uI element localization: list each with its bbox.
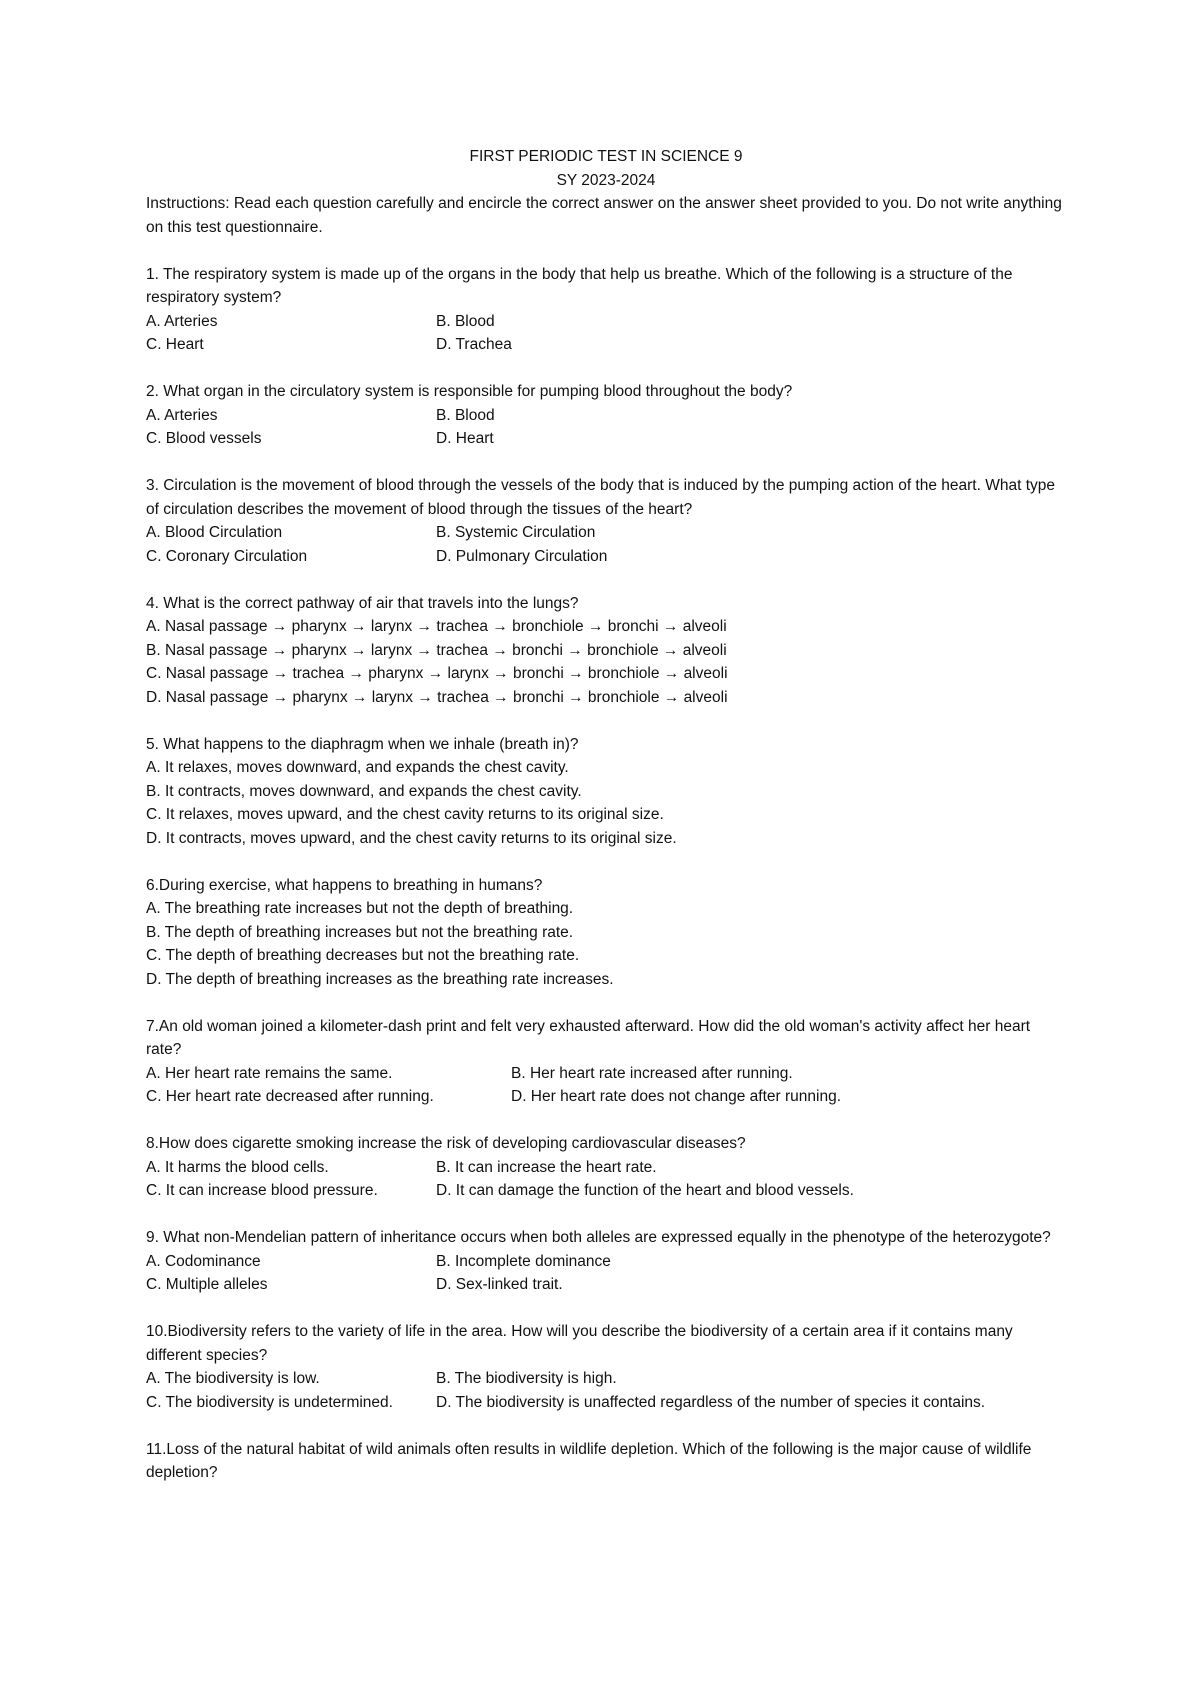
test-title: FIRST PERIODIC TEST IN SCIENCE 9 <box>469 148 743 165</box>
option-b: B. Incomplete dominance <box>436 1252 611 1270</box>
option-b: B. It can increase the heart rate. <box>436 1158 657 1176</box>
option-c: C. The depth of breathing decreases but not the breathing rate. <box>146 947 580 964</box>
question-stem: 8.How does cigarette smoking increase the risk of developing cardiovascular diseases? <box>146 1135 746 1152</box>
option-a: A. Blood Circulation <box>146 524 283 541</box>
option-a: A. It relaxes, moves downward, and expands the chest cavity. <box>146 759 569 776</box>
question-8 <box>146 1132 1066 1203</box>
option-b: B. Systemic Circulation <box>436 524 596 541</box>
option-d: D. The depth of breathing increases as the breathing rate increases. <box>146 970 614 988</box>
question-10 <box>146 1320 1066 1414</box>
option-d: D. Heart <box>436 430 494 447</box>
question-2 <box>146 380 1066 451</box>
option-a: A. Nasal passage → pharynx → larynx → trachea → bronchiole → bronchi → alveoli <box>146 618 727 635</box>
option-c: C. Heart <box>146 336 204 353</box>
question-stem: 11.Loss of the natural habitat of wild animals often results in wildlife depletion. Which of the following is the major cause of wildlife depletion? <box>146 1440 1032 1481</box>
option-c: C. Multiple alleles <box>146 1276 268 1293</box>
option-c: C. Blood vessels <box>146 430 262 447</box>
option-a: A. Codominance <box>146 1252 261 1270</box>
option-b: B. It contracts, moves downward, and expands the chest cavity. <box>146 782 582 800</box>
header <box>146 145 1066 192</box>
option-d: D. It can damage the function of the heart and blood vessels. <box>436 1182 854 1199</box>
option-d: D. Trachea <box>436 336 512 353</box>
question-stem: 2. What organ in the circulatory system is responsible for pumping blood throughout the body? <box>146 383 793 400</box>
option-c: C. Nasal passage → trachea → pharynx → larynx → bronchi → bronchiole → alveoli <box>146 665 728 682</box>
option-d: D. Pulmonary Circulation <box>436 547 608 565</box>
school-year: SY 2023-2024 <box>556 171 656 189</box>
option-d: D. Nasal passage → pharynx → larynx → trachea → bronchi → bronchiole → alveoli <box>146 688 728 706</box>
option-a: A. The breathing rate increases but not the depth of breathing. <box>146 900 574 917</box>
option-b: B. Nasal passage → pharynx → larynx → trachea → bronchi → bronchiole → alveoli <box>146 641 727 659</box>
option-c: C. Coronary Circulation <box>146 547 308 565</box>
option-a: A. It harms the blood cells. <box>146 1158 329 1176</box>
question-1 <box>146 263 1066 357</box>
option-b: B. Blood <box>436 312 495 330</box>
option-c: C. It can increase blood pressure. <box>146 1182 378 1199</box>
option-d: D. Her heart rate does not change after running. <box>511 1088 842 1105</box>
question-7 <box>146 1015 1066 1109</box>
option-d: D. It contracts, moves upward, and the chest cavity returns to its original size. <box>146 829 677 847</box>
question-stem: 4. What is the correct pathway of air that travels into the lungs? <box>146 594 579 612</box>
option-d: D. Sex-linked trait. <box>436 1276 563 1293</box>
question-stem: 5. What happens to the diaphragm when we inhale (breath in)? <box>146 735 579 753</box>
question-stem: 10.Biodiversity refers to the variety of life in the area. How will you describe the biodiversity of a certain area if it contains many different species? <box>146 1323 1013 1364</box>
question-3 <box>146 474 1066 568</box>
option-c: C. Her heart rate decreased after running. <box>146 1088 434 1105</box>
option-a: A. Arteries <box>146 406 218 424</box>
question-6 <box>146 874 1066 992</box>
option-a: A. Arteries <box>146 312 218 330</box>
test-page <box>146 145 1066 1485</box>
instructions: Instructions: Read each question carefully and encircle the correct answer on the answer sheet provided to you. Do not write anything on this test questionnaire. <box>146 195 1062 236</box>
question-stem: 7.An old woman joined a kilometer-dash print and felt very exhausted afterward. How did the old woman's activity affect her heart rate? <box>146 1017 1031 1058</box>
option-c: C. The biodiversity is undetermined. <box>146 1393 393 1411</box>
option-b: B. Her heart rate increased after running. <box>511 1064 793 1082</box>
option-b: B. The biodiversity is high. <box>436 1370 617 1387</box>
question-stem: 1. The respiratory system is made up of the organs in the body that help us breathe. Which of the following is a structure of the respiratory system? <box>146 265 1013 306</box>
option-a: A. Her heart rate remains the same. <box>146 1064 393 1082</box>
question-4 <box>146 592 1066 710</box>
option-c: C. It relaxes, moves upward, and the chest cavity returns to its original size. <box>146 806 664 823</box>
question-stem: 9. What non-Mendelian pattern of inheritance occurs when both alleles are expressed equally in the phenotype of the heterozygote? <box>146 1229 1051 1246</box>
question-5 <box>146 733 1066 851</box>
question-11 <box>146 1438 1066 1485</box>
option-b: B. Blood <box>436 406 495 424</box>
question-9 <box>146 1226 1066 1297</box>
question-stem: 3. Circulation is the movement of blood through the vessels of the body that is induced by the pumping action of the heart. What type of circulation describes the movement of blood through the tissues of the heart? <box>146 477 1056 518</box>
option-a: A. The biodiversity is low. <box>146 1370 320 1387</box>
option-b: B. The depth of breathing increases but not the breathing rate. <box>146 923 574 941</box>
question-stem: 6.During exercise, what happens to breathing in humans? <box>146 876 543 894</box>
option-d: D. The biodiversity is unaffected regardless of the number of species it contains. <box>436 1393 986 1411</box>
